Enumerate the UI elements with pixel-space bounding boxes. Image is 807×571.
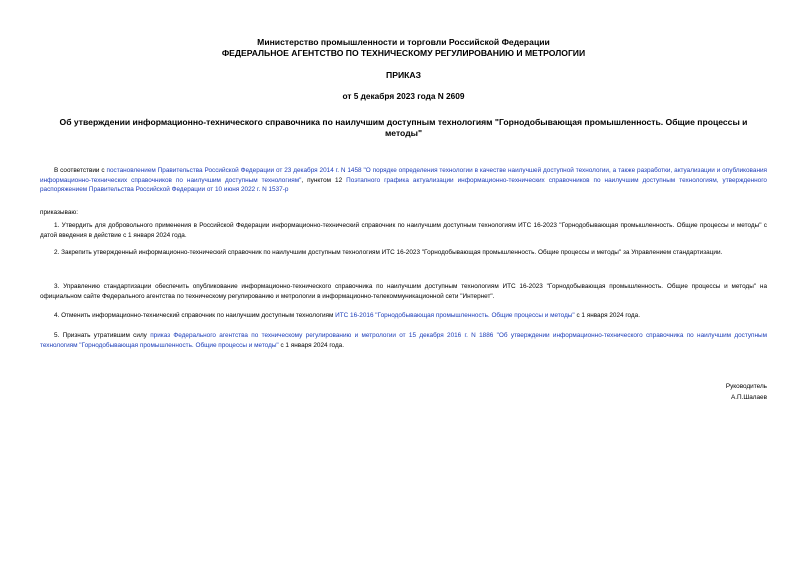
its-16-2016-link[interactable]: ИТС 16-2016 "Горнодобывающая промышленность. Общие процессы и методы"	[335, 312, 575, 319]
item-2-paragraph: 2. Закрепить утвержденный информационно-технический справочник по наилучшим доступным технологиям ИТС 16-2023 "Горнодобывающая промышленность. Общие процессы и методы" за Управлением стандартизации.	[54, 249, 723, 256]
agency-heading: ФЕДЕРАЛЬНОЕ АГЕНТСТВО ПО ТЕХНИЧЕСКОМУ РЕГУЛИРОВАНИЮ И МЕТРОЛОГИИ	[221, 48, 586, 58]
doc-type-heading: ПРИКАЗ	[386, 70, 421, 80]
item-5-text-2: с 1 января 2024 года.	[278, 341, 345, 349]
item-4-paragraph	[40, 311, 767, 321]
signatory-name: А.П.Шалаев	[730, 394, 767, 401]
item-4-text-2: с 1 января 2024 года.	[574, 312, 640, 319]
order-word: приказываю:	[40, 209, 78, 216]
item-5-text-1: 5. Признать утратившим силу	[54, 332, 151, 339]
item-4-text-1: 4. Отменить информационно-технический справочник по наилучшим доступным технологиям	[54, 312, 336, 319]
preamble-text-2: , пунктом 12	[301, 176, 347, 184]
preamble-paragraph	[40, 166, 767, 195]
signatory-position: Руководитель	[725, 383, 767, 390]
item-3-paragraph: 3. Управлению стандартизации обеспечить опубликование информационно-технического справочника по наилучшим доступным технологиям ИТС 16-2023 "Горнодобывающая промышленность. Общие процессы и методы" на официальном сайте Федерального агентства по техническому регулированию и метрологии в информационно-телекоммуникационной сети "Интернет".	[40, 283, 767, 300]
item-1-paragraph: 1. Утвердить для добровольного применения в Российской Федерации информационно-технический справочник по наилучшим доступным технологиям ИТС 16-2023 "Горнодобывающая промышленность. Общие процессы и методы" с датой введения в действие с 1 января 2024 года.	[40, 222, 767, 239]
preamble-text-1: В соответствии с	[54, 167, 107, 174]
order-1886-link[interactable]: приказ Федерального агентства по техническому регулированию и метрологии от 15 декабря 2016 г. N 1886 "Об утверждении информационно-технического справочника по наилучшим доступным технологиям "Горнодобывающая промышленность. Общие процессы и методы"	[40, 332, 768, 349]
government-decree-link[interactable]: постановлением Правительства Российской Федерации от 23 декабря 2014 г. N 1458 "О порядке определения технологии в качестве наилучшей доступной технологии, а также разработки, актуализации и опубликования информационно-технических справочников по наилучшим доступным технологиям"	[40, 167, 767, 184]
document-title: Об утверждении информационно-технического справочника по наилучшим доступным технологиям "Горнодобывающая промышленность. Общие процессы и методы"	[59, 117, 748, 138]
ministry-heading: Министерство промышленности и торговли Российской Федерации	[257, 37, 550, 47]
date-number-heading: от 5 декабря 2023 года N 2609	[342, 91, 465, 101]
item-5-paragraph	[40, 331, 767, 350]
schedule-link[interactable]: Поэтапного графика актуализации информационно-технических справочников по наилучшим доступным технологиям, утвержденного распоряжением Правительства Российской Федерации от 10 июня 2022 г. N 1537-р	[40, 176, 767, 194]
